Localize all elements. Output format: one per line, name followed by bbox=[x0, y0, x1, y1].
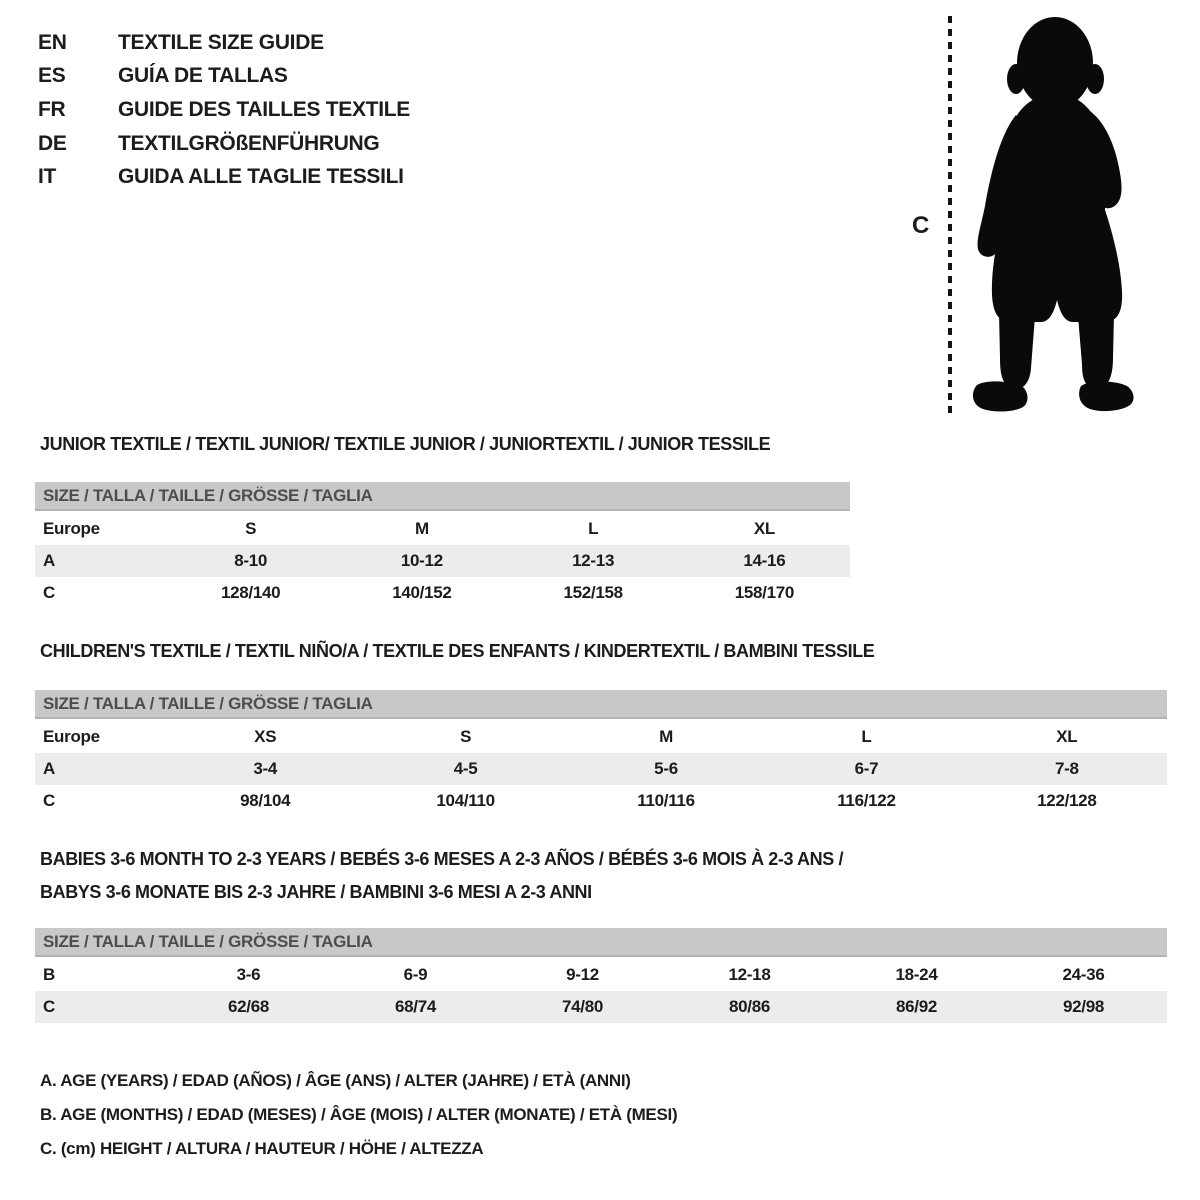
size-value: 6-9 bbox=[403, 965, 428, 984]
children-size-table bbox=[35, 690, 1167, 817]
babies-size-table bbox=[35, 928, 1167, 1023]
table-row bbox=[35, 513, 850, 545]
size-value: 4-5 bbox=[453, 759, 478, 778]
row-label: A bbox=[43, 759, 55, 778]
size-value: 5-6 bbox=[654, 759, 678, 778]
language-row bbox=[38, 26, 410, 60]
language-title: GUÍA DE TALLAS bbox=[118, 64, 288, 88]
size-value: 116/122 bbox=[837, 791, 896, 810]
size-value: 98/104 bbox=[240, 791, 291, 810]
row-label: C bbox=[43, 791, 55, 810]
size-value: 104/110 bbox=[436, 791, 495, 810]
size-value: 158/170 bbox=[734, 583, 795, 602]
language-row bbox=[38, 160, 410, 194]
table-row bbox=[35, 753, 1167, 785]
row-label: C bbox=[43, 997, 55, 1016]
size-value: XS bbox=[254, 727, 277, 746]
legend-line-a: A. AGE (YEARS) / EDAD (AÑOS) / ÂGE (ANS) / ALTER (JAHRE) / ETÀ (ANNI) bbox=[40, 1071, 631, 1090]
language-title: GUIDE DES TAILLES TEXTILE bbox=[118, 97, 410, 121]
legend bbox=[40, 1064, 677, 1166]
size-value: 110/116 bbox=[637, 791, 695, 810]
row-label: Europe bbox=[43, 519, 100, 538]
row-label: B bbox=[43, 965, 55, 984]
size-header-text: SIZE / TALLA / TAILLE / GRÖSSE / TAGLIA bbox=[43, 485, 373, 505]
size-header-bar bbox=[35, 928, 1167, 957]
language-row bbox=[38, 127, 410, 161]
table-row bbox=[35, 577, 850, 609]
size-value: 10-12 bbox=[400, 551, 443, 570]
size-value: 140/152 bbox=[392, 583, 452, 602]
section-title-junior bbox=[40, 428, 770, 461]
row-label: Europe bbox=[43, 727, 100, 746]
row-label: A bbox=[43, 551, 55, 570]
size-value: 8-10 bbox=[234, 551, 268, 570]
language-code: IT bbox=[38, 165, 57, 189]
size-value: S bbox=[460, 727, 472, 746]
size-value: 3-4 bbox=[253, 759, 278, 778]
language-row bbox=[38, 93, 410, 127]
section-title-children bbox=[40, 635, 874, 668]
size-value: 92/98 bbox=[1062, 997, 1105, 1016]
table-row bbox=[35, 959, 1167, 991]
size-value: L bbox=[588, 519, 599, 538]
size-value: 62/68 bbox=[227, 997, 270, 1016]
size-header-text: SIZE / TALLA / TAILLE / GRÖSSE / TAGLIA bbox=[43, 693, 373, 713]
language-title: TEXTILE SIZE GUIDE bbox=[118, 30, 324, 54]
language-row bbox=[38, 60, 410, 94]
size-value: L bbox=[861, 727, 872, 746]
size-value: 80/86 bbox=[728, 997, 771, 1016]
section-title-line: CHILDREN'S TEXTILE / TEXTIL NIÑO/A / TEXTILE DES ENFANTS / KINDERTEXTIL / BAMBINI TESSILE bbox=[40, 641, 875, 661]
size-value: 14-16 bbox=[743, 551, 786, 570]
size-value: 7-8 bbox=[1054, 759, 1079, 778]
size-value: 68/74 bbox=[394, 997, 437, 1016]
size-value: 12-13 bbox=[572, 551, 615, 570]
table-row bbox=[35, 991, 1167, 1023]
size-value: XL bbox=[1056, 727, 1078, 746]
size-value: M bbox=[659, 727, 673, 746]
legend-line-c: C. (cm) HEIGHT / ALTURA / HAUTEUR / HÖHE / ALTEZZA bbox=[40, 1139, 484, 1158]
size-header-bar bbox=[35, 482, 850, 511]
section-title-line: BABIES 3-6 MONTH TO 2-3 YEARS / BEBÉS 3-6 MESES A 2-3 AÑOS / BÉBÉS 3-6 MOIS À 2-3 ANS / bbox=[40, 849, 844, 869]
language-code: EN bbox=[38, 30, 67, 54]
size-value: 122/128 bbox=[1037, 791, 1097, 810]
legend-line-b: B. AGE (MONTHS) / EDAD (MESES) / ÂGE (MOIS) / ALTER (MONATE) / ETÀ (MESI) bbox=[40, 1105, 678, 1124]
size-value: 9-12 bbox=[566, 965, 599, 984]
size-value: 24-36 bbox=[1062, 965, 1105, 984]
language-code: FR bbox=[38, 97, 66, 121]
size-value: 6-7 bbox=[854, 759, 879, 778]
size-value: 12-18 bbox=[728, 965, 771, 984]
size-value: 86/92 bbox=[895, 997, 938, 1016]
table-row bbox=[35, 785, 1167, 817]
language-title: GUIDA ALLE TAGLIE TESSILI bbox=[118, 165, 404, 189]
row-label: C bbox=[43, 583, 55, 602]
section-title-babies bbox=[40, 843, 843, 909]
size-value: S bbox=[245, 519, 257, 538]
section-title-line: JUNIOR TEXTILE / TEXTIL JUNIOR/ TEXTILE JUNIOR / JUNIORTEXTIL / JUNIOR TESSILE bbox=[40, 434, 771, 454]
height-measure-line bbox=[948, 16, 952, 417]
language-code: ES bbox=[38, 64, 66, 88]
size-header-text: SIZE / TALLA / TAILLE / GRÖSSE / TAGLIA bbox=[43, 931, 373, 951]
size-value: 152/158 bbox=[563, 583, 623, 602]
section-title-line: BABYS 3-6 MONATE BIS 2-3 JAHRE / BAMBINI 3-6 MESI A 2-3 ANNI bbox=[40, 882, 592, 902]
size-value: XL bbox=[753, 519, 775, 538]
language-list bbox=[38, 26, 410, 194]
language-title: TEXTILGRÖßENFÜHRUNG bbox=[118, 131, 380, 155]
table-row bbox=[35, 545, 850, 577]
toddler-silhouette-icon bbox=[962, 13, 1140, 418]
size-value: 18-24 bbox=[895, 965, 938, 984]
height-label-c: C bbox=[912, 212, 930, 239]
size-value: 128/140 bbox=[220, 583, 281, 602]
junior-size-table bbox=[35, 482, 850, 609]
size-value: 3-6 bbox=[236, 965, 261, 984]
size-header-bar bbox=[35, 690, 1167, 719]
size-value: M bbox=[414, 519, 429, 538]
table-row bbox=[35, 721, 1167, 753]
language-code: DE bbox=[38, 131, 67, 155]
size-value: 74/80 bbox=[561, 997, 604, 1016]
